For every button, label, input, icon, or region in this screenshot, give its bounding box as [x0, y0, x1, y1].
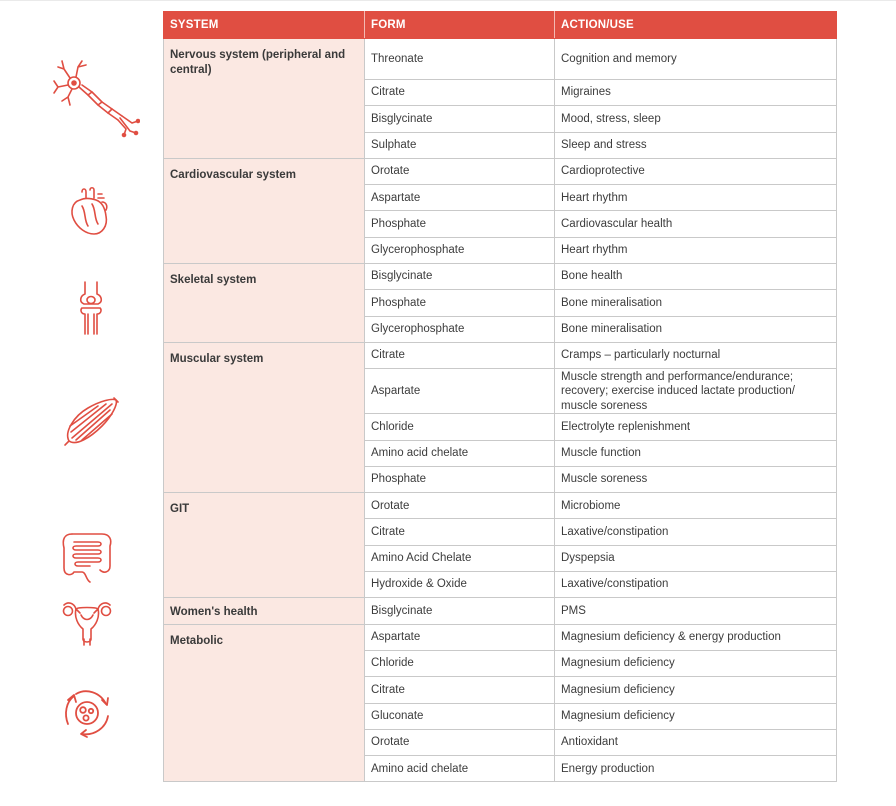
action-cell: Microbiome	[555, 493, 837, 519]
metabolism-cycle-icon	[62, 686, 112, 740]
system-cardiovascular: Cardiovascular system	[164, 158, 365, 263]
action-cell: Laxative/constipation	[555, 519, 837, 545]
form-cell: Citrate	[365, 519, 555, 545]
action-cell: Cardiovascular health	[555, 211, 837, 237]
action-cell: Antioxidant	[555, 729, 837, 755]
action-cell: Cramps – particularly nocturnal	[555, 342, 837, 368]
form-cell: Phosphate	[365, 466, 555, 492]
action-cell: Cognition and memory	[555, 39, 837, 80]
form-cell: Bisglycinate	[365, 264, 555, 290]
action-cell: Bone mineralisation	[555, 316, 837, 342]
system-muscular: Muscular system	[164, 342, 365, 492]
form-cell: Orotate	[365, 158, 555, 184]
table-row	[164, 598, 837, 624]
action-cell: Sleep and stress	[555, 132, 837, 158]
form-cell: Glycerophosphate	[365, 316, 555, 342]
neuron-icon	[52, 57, 140, 139]
form-cell: Amino acid chelate	[365, 756, 555, 782]
system-git: GIT	[164, 493, 365, 598]
action-cell: Energy production	[555, 756, 837, 782]
form-cell: Phosphate	[365, 290, 555, 316]
heart-icon	[68, 186, 112, 238]
system-metabolic: Metabolic	[164, 624, 365, 782]
action-cell: Magnesium deficiency	[555, 650, 837, 676]
form-cell: Aspartate	[365, 624, 555, 650]
action-cell: Laxative/constipation	[555, 572, 837, 598]
action-cell: Cardioprotective	[555, 158, 837, 184]
action-cell: Muscle strength and performance/endurance; recovery; exercise induced lactate production/ muscle soreness	[555, 369, 837, 414]
action-cell: Bone health	[555, 264, 837, 290]
uterus-icon	[60, 599, 114, 647]
knee-joint-icon	[76, 280, 106, 336]
system-womens-health: Women's health	[164, 598, 365, 624]
action-cell: Migraines	[555, 80, 837, 106]
form-cell: Citrate	[365, 342, 555, 368]
top-divider	[0, 0, 896, 1]
action-cell: Muscle function	[555, 440, 837, 466]
muscle-icon	[62, 396, 120, 448]
system-nervous: Nervous system (peripheral and central)	[164, 39, 365, 159]
action-cell: Heart rhythm	[555, 185, 837, 211]
form-cell: Amino Acid Chelate	[365, 545, 555, 571]
intestine-icon	[60, 528, 114, 584]
action-cell: Magnesium deficiency	[555, 703, 837, 729]
action-cell: Magnesium deficiency	[555, 677, 837, 703]
table-row	[164, 158, 837, 184]
table-row	[164, 39, 837, 80]
form-cell: Citrate	[365, 677, 555, 703]
form-cell: Bisglycinate	[365, 106, 555, 132]
form-cell: Orotate	[365, 729, 555, 755]
form-cell: Glycerophosphate	[365, 237, 555, 263]
table-header-row	[164, 12, 837, 39]
header-system: SYSTEM	[164, 12, 365, 39]
action-cell: Heart rhythm	[555, 237, 837, 263]
form-cell: Gluconate	[365, 703, 555, 729]
form-cell: Amino acid chelate	[365, 440, 555, 466]
form-cell: Aspartate	[365, 185, 555, 211]
action-cell: Muscle soreness	[555, 466, 837, 492]
action-cell: Magnesium deficiency & energy production	[555, 624, 837, 650]
action-cell: Dyspepsia	[555, 545, 837, 571]
form-cell: Citrate	[365, 80, 555, 106]
form-cell: Threonate	[365, 39, 555, 80]
header-form: FORM	[365, 12, 555, 39]
table-row	[164, 624, 837, 650]
action-cell: PMS	[555, 598, 837, 624]
form-cell: Sulphate	[365, 132, 555, 158]
system-skeletal: Skeletal system	[164, 264, 365, 343]
action-cell: Bone mineralisation	[555, 290, 837, 316]
form-cell: Orotate	[365, 493, 555, 519]
form-cell: Hydroxide & Oxide	[365, 572, 555, 598]
form-cell: Chloride	[365, 650, 555, 676]
action-cell: Mood, stress, sleep	[555, 106, 837, 132]
table-row	[164, 342, 837, 368]
form-cell: Phosphate	[365, 211, 555, 237]
header-action: ACTION/USE	[555, 12, 837, 39]
form-cell: Chloride	[365, 414, 555, 440]
magnesium-forms-table	[163, 11, 837, 782]
action-cell: Electrolyte replenishment	[555, 414, 837, 440]
table-row	[164, 493, 837, 519]
form-cell: Bisglycinate	[365, 598, 555, 624]
table-row	[164, 264, 837, 290]
form-cell: Aspartate	[365, 369, 555, 414]
